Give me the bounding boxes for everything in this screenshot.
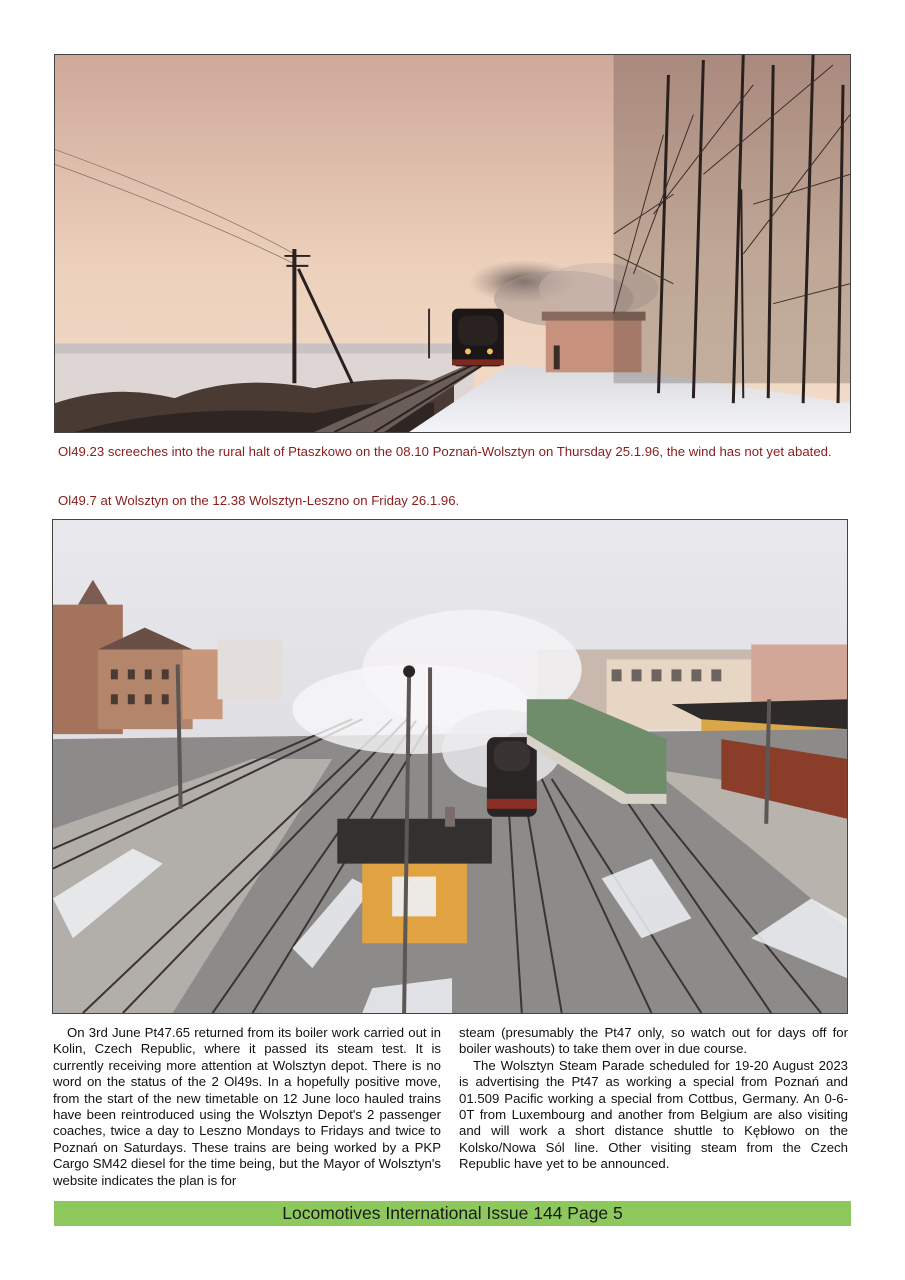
article-paragraph: The Wolsztyn Steam Parade scheduled for 19-20 August 2023 is advertising the Pt47 as working a special from Poznań and 01.509 Pacific working a special from Cottbus, Germany. An 0-6-0T from Luxembourg and another from Belgium are also visiting and will work a short distance shuttle to Kębłowo on the Kolsko/Nowa Sól line. Other visiting steam from the Czech Republic have yet to be announced. <box>459 1057 848 1172</box>
top-photo <box>54 54 851 433</box>
article-paragraph: On 3rd June Pt47.65 returned from its boiler work carried out in Kolin, Czech Republic, where it passed its steam test. It is currently receiving more attention at Wolsztyn depot. There is no word on the status of the 2 Ol49s. In a hopefully positive move, from the start of the new timetable on 12 June loco hauled trains have been reintroduced using the Wolsztyn Depot's 2 passenger coaches, twice a day to Leszno Mondays to Fridays and twice to Poznań on Saturdays. These trains are being worked by a PKP Cargo SM42 diesel for the time being, but the Mayor of Wolsztyn's website indicates the plan is for <box>53 1025 441 1188</box>
top-photo-caption: Ol49.23 screeches into the rural halt of Ptaszkowo on the 08.10 Poznań-Wolsztyn on Thursday 25.1.96, the wind has not yet abated. <box>58 444 832 459</box>
article-column-right <box>459 1025 848 1173</box>
bottom-photo <box>52 519 848 1014</box>
article-column-left <box>53 1025 441 1189</box>
halt-scene-illustration <box>55 55 850 432</box>
bottom-photo-caption: Ol49.7 at Wolsztyn on the 12.38 Wolsztyn-Leszno on Friday 26.1.96. <box>58 493 460 508</box>
station-scene-illustration <box>53 520 847 1013</box>
article-paragraph-continued: steam (presumably the Pt47 only, so watch out for days off for boiler washouts) to take them over in due course. <box>459 1025 848 1057</box>
page-footer: Locomotives International Issue 144 Page 5 <box>54 1201 851 1226</box>
